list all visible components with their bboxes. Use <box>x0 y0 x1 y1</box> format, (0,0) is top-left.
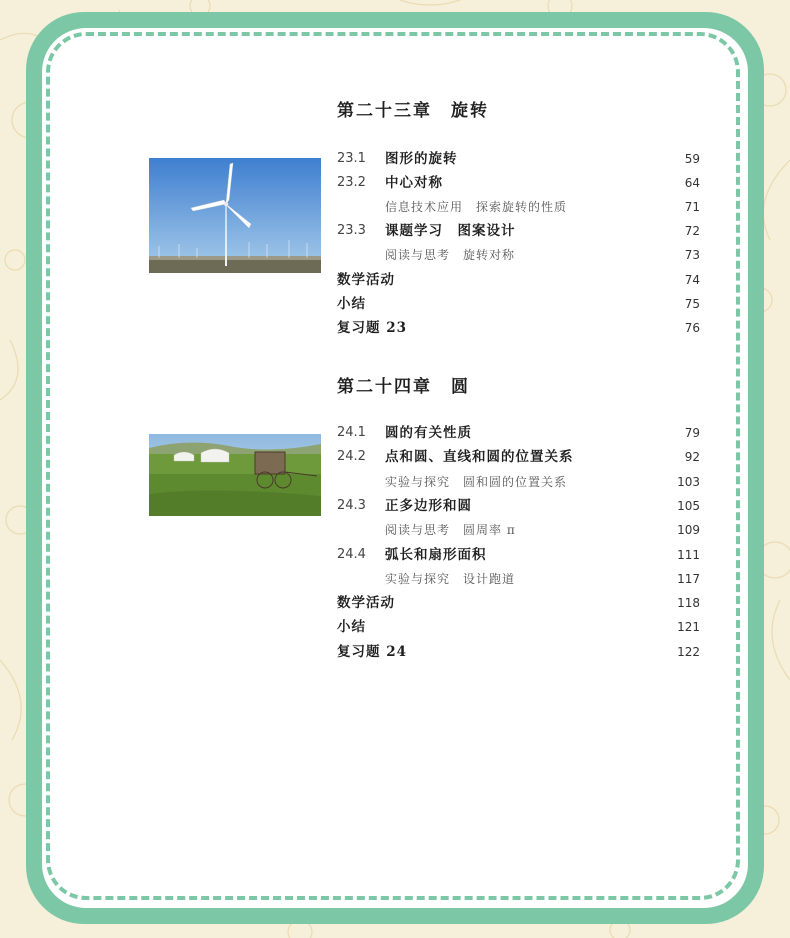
entry-title: 数学活动 <box>337 595 395 612</box>
toc-entry[interactable] <box>337 617 700 637</box>
entry-title: 圆的有关性质 <box>385 425 472 441</box>
entry-title: 阅读与思考 圆周率 π <box>385 523 516 538</box>
toc-entry[interactable] <box>337 423 700 443</box>
page-number: 64 <box>684 176 700 191</box>
toc-entry[interactable] <box>337 294 700 314</box>
toc-entry[interactable] <box>337 173 700 193</box>
entry-title: 数学活动 <box>337 271 395 288</box>
toc-entry[interactable] <box>337 270 700 290</box>
section-number: 23.2 <box>337 175 366 191</box>
wind-turbine-photo <box>149 158 321 273</box>
toc-entry[interactable] <box>337 569 700 589</box>
page-number: 71 <box>684 200 700 215</box>
page-number: 118 <box>677 596 700 611</box>
entry-title: 弧长和扇形面积 <box>385 546 487 563</box>
toc-entry[interactable] <box>337 221 700 241</box>
toc-entry[interactable] <box>337 472 700 492</box>
entry-title: 正多边形和圆 <box>385 497 472 514</box>
toc-entry[interactable] <box>337 447 700 467</box>
entry-title: 中心对称 <box>385 175 443 192</box>
section-number: 23.1 <box>337 151 366 166</box>
page-number: 109 <box>677 523 700 538</box>
toc-entry[interactable] <box>337 496 700 516</box>
section-number: 24.2 <box>337 449 366 465</box>
toc-entry[interactable] <box>337 520 700 540</box>
page-number: 122 <box>677 644 700 659</box>
grassland-yurt-cart-photo <box>149 434 321 516</box>
entry-title: 复习题 23 <box>337 319 407 336</box>
page-number: 59 <box>684 152 700 166</box>
page-number: 79 <box>684 426 700 440</box>
entry-title: 图形的旋转 <box>385 151 458 167</box>
toc-entry[interactable] <box>337 149 700 169</box>
toc-entry[interactable] <box>337 545 700 565</box>
entry-title: 阅读与思考 旋转对称 <box>385 248 516 263</box>
entry-title: 课题学习 图案设计 <box>385 223 516 240</box>
toc-entry[interactable] <box>337 245 700 265</box>
entry-title: 小结 <box>337 295 366 312</box>
entry-title: 复习题 24 <box>337 643 407 660</box>
page-number: 75 <box>684 296 700 311</box>
section-number: 24.4 <box>337 546 366 562</box>
page-number: 73 <box>684 248 700 263</box>
entry-title: 信息技术应用 探索旋转的性质 <box>385 200 568 215</box>
entry-title: 实验与探究 设计跑道 <box>385 571 516 586</box>
page-number: 117 <box>677 571 700 586</box>
chapter-24-title: 第二十四章 圆 <box>337 377 470 397</box>
entry-title: 小结 <box>337 619 366 636</box>
page-number: 111 <box>677 547 700 562</box>
page-number: 72 <box>684 224 700 239</box>
section-number: 23.3 <box>337 223 366 239</box>
toc-entry[interactable] <box>337 593 700 613</box>
toc-entry[interactable] <box>337 642 700 662</box>
entry-title: 实验与探究 圆和圆的位置关系 <box>385 474 568 489</box>
entry-title: 点和圆、直线和圆的位置关系 <box>385 449 574 466</box>
page-number: 105 <box>677 498 700 513</box>
page-number: 74 <box>684 272 700 287</box>
toc-entry[interactable] <box>337 318 700 338</box>
page-number: 121 <box>677 620 700 635</box>
chapter-23-title: 第二十三章 旋转 <box>337 101 489 121</box>
toc-entry[interactable] <box>337 197 700 217</box>
page-number: 103 <box>677 474 700 489</box>
section-number: 24.1 <box>337 425 366 440</box>
section-number: 24.3 <box>337 497 366 513</box>
page-number: 76 <box>684 320 700 335</box>
page-number: 92 <box>684 450 700 465</box>
